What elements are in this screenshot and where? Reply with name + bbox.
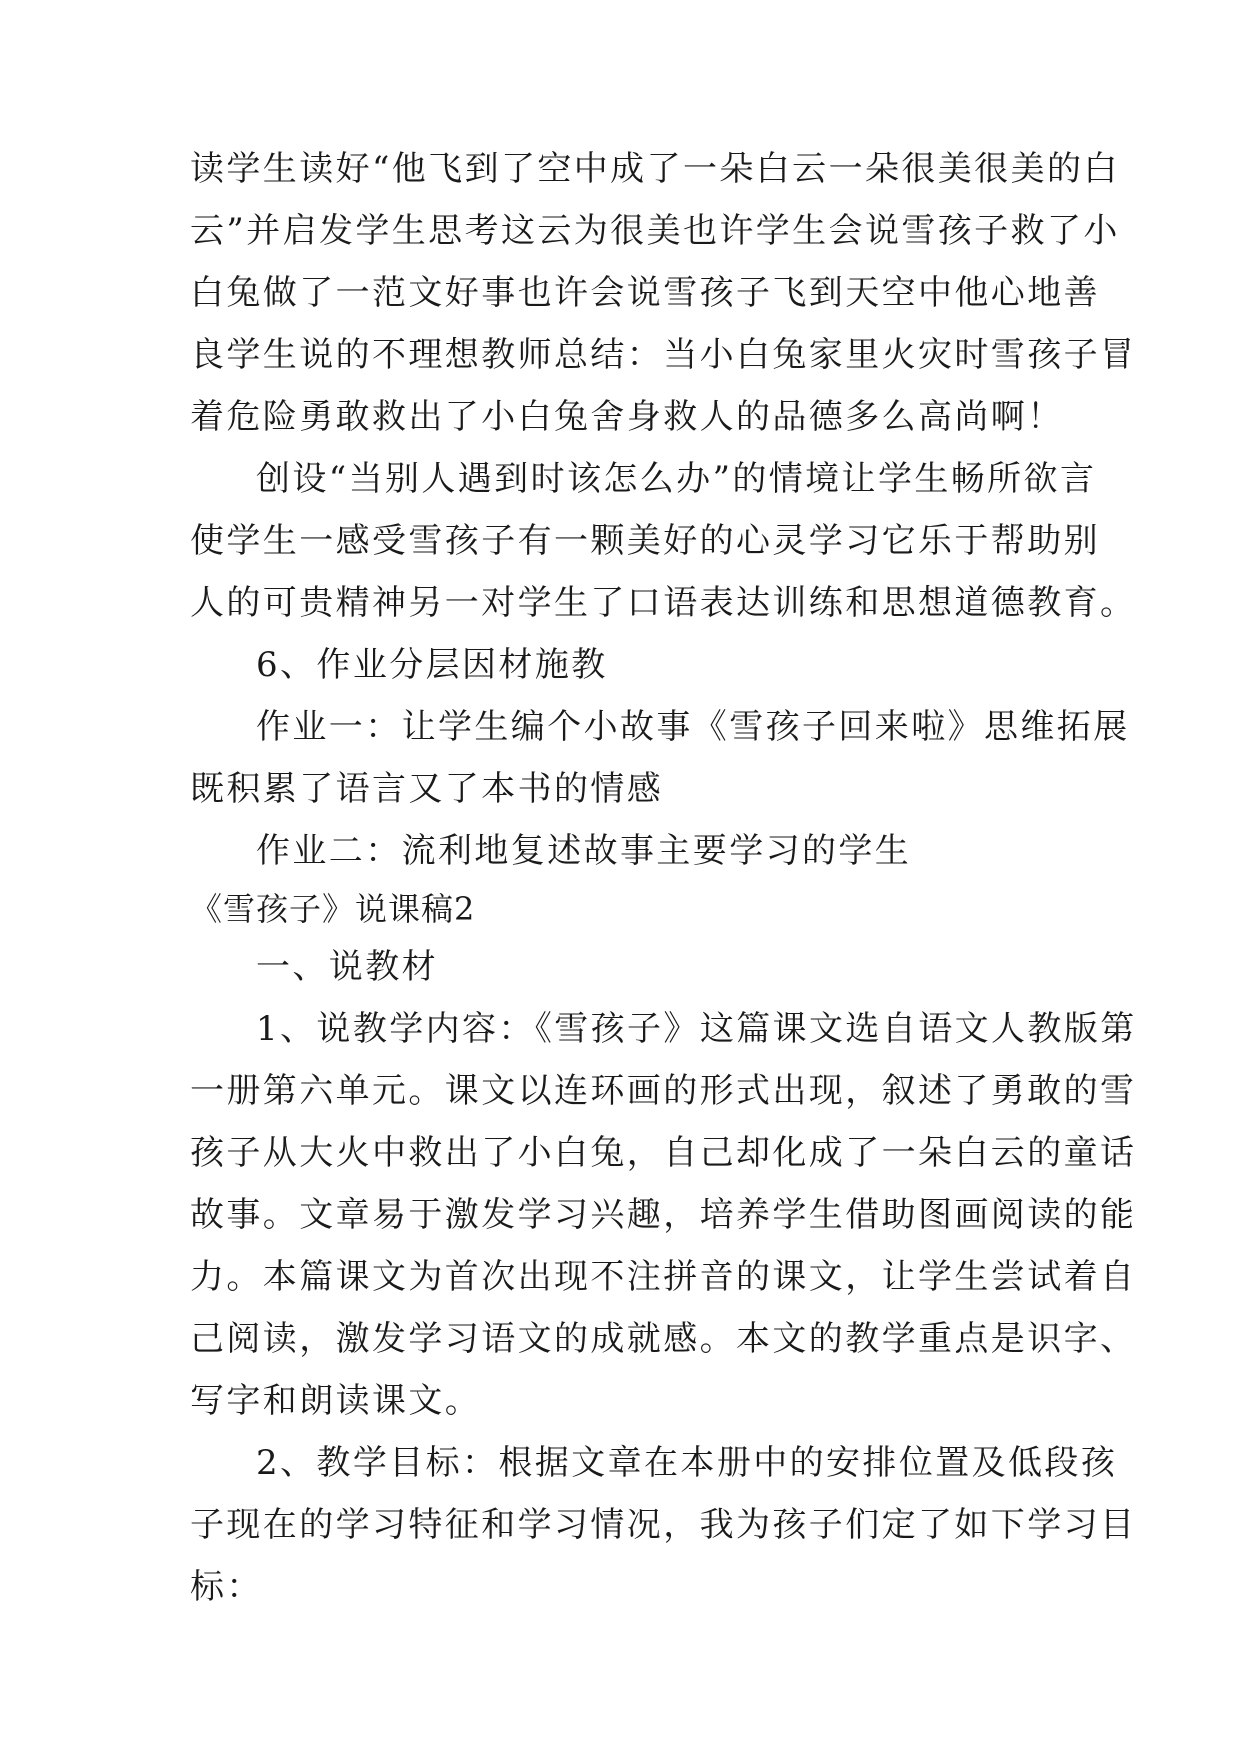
paragraph-line: 人的可贵精神另一对学生了口语表达训练和思想道德教育。 [190,583,1137,623]
paragraph-line: 标： [190,1567,263,1607]
paragraph-line: 一册第六单元。课文以连环画的形式出现，叙述了勇敢的雪 [190,1071,1137,1111]
paragraph-line: 既积累了语言又了本书的情感 [190,769,664,809]
paragraph-line: 2、教学目标：根据文章在本册中的安排位置及低段孩 [256,1443,1118,1483]
paragraph-line: 写字和朗读课文。 [190,1381,482,1421]
paragraph-line: 作业二：流利地复述故事主要学习的学生 [256,831,912,871]
section-heading: 6、作业分层因材施教 [256,645,608,685]
paragraph-line: 云”并启发学生思考这云为很美也许学生会说雪孩子救了小 [190,211,1120,251]
paragraph-line: 己阅读，激发学习语文的成就感。本文的教学重点是识字、 [190,1319,1137,1359]
paragraph-line: 孩子从大火中救出了小白兔，自己却化成了一朵白云的童话 [190,1133,1137,1173]
paragraph-line: 着危险勇敢救出了小白兔舍身救人的品德多么高尚啊！ [190,397,1064,437]
paragraph-line: 良学生说的不理想教师总结：当小白兔家里火灾时雪孩子冒 [190,335,1137,375]
paragraph-line: 故事。文章易于激发学习兴趣，培养学生借助图画阅读的能 [190,1195,1137,1235]
paragraph-line: 创设“当别人遇到时该怎么办”的情境让学生畅所欲言 [256,459,1097,499]
document-title: 《雪孩子》说课稿2 [190,890,476,928]
section-heading: 一、说教材 [256,947,438,987]
paragraph-line: 子现在的学习特征和学习情况，我为孩子们定了如下学习目 [190,1505,1137,1545]
paragraph-line: 1、说教学内容：《雪孩子》这篇课文选自语文人教版第 [256,1009,1137,1049]
paragraph-line: 读学生读好“他飞到了空中成了一朵白云一朵很美很美的白 [190,149,1120,189]
paragraph-line: 作业一：让学生编个小故事《雪孩子回来啦》思维拓展 [256,707,1130,747]
paragraph-line: 白兔做了一范文好事也许会说雪孩子飞到天空中他心地善 [190,273,1100,313]
paragraph-line: 力。本篇课文为首次出现不注拼音的课文，让学生尝试着自 [190,1257,1137,1297]
paragraph-line: 使学生一感受雪孩子有一颗美好的心灵学习它乐于帮助别 [190,521,1100,561]
